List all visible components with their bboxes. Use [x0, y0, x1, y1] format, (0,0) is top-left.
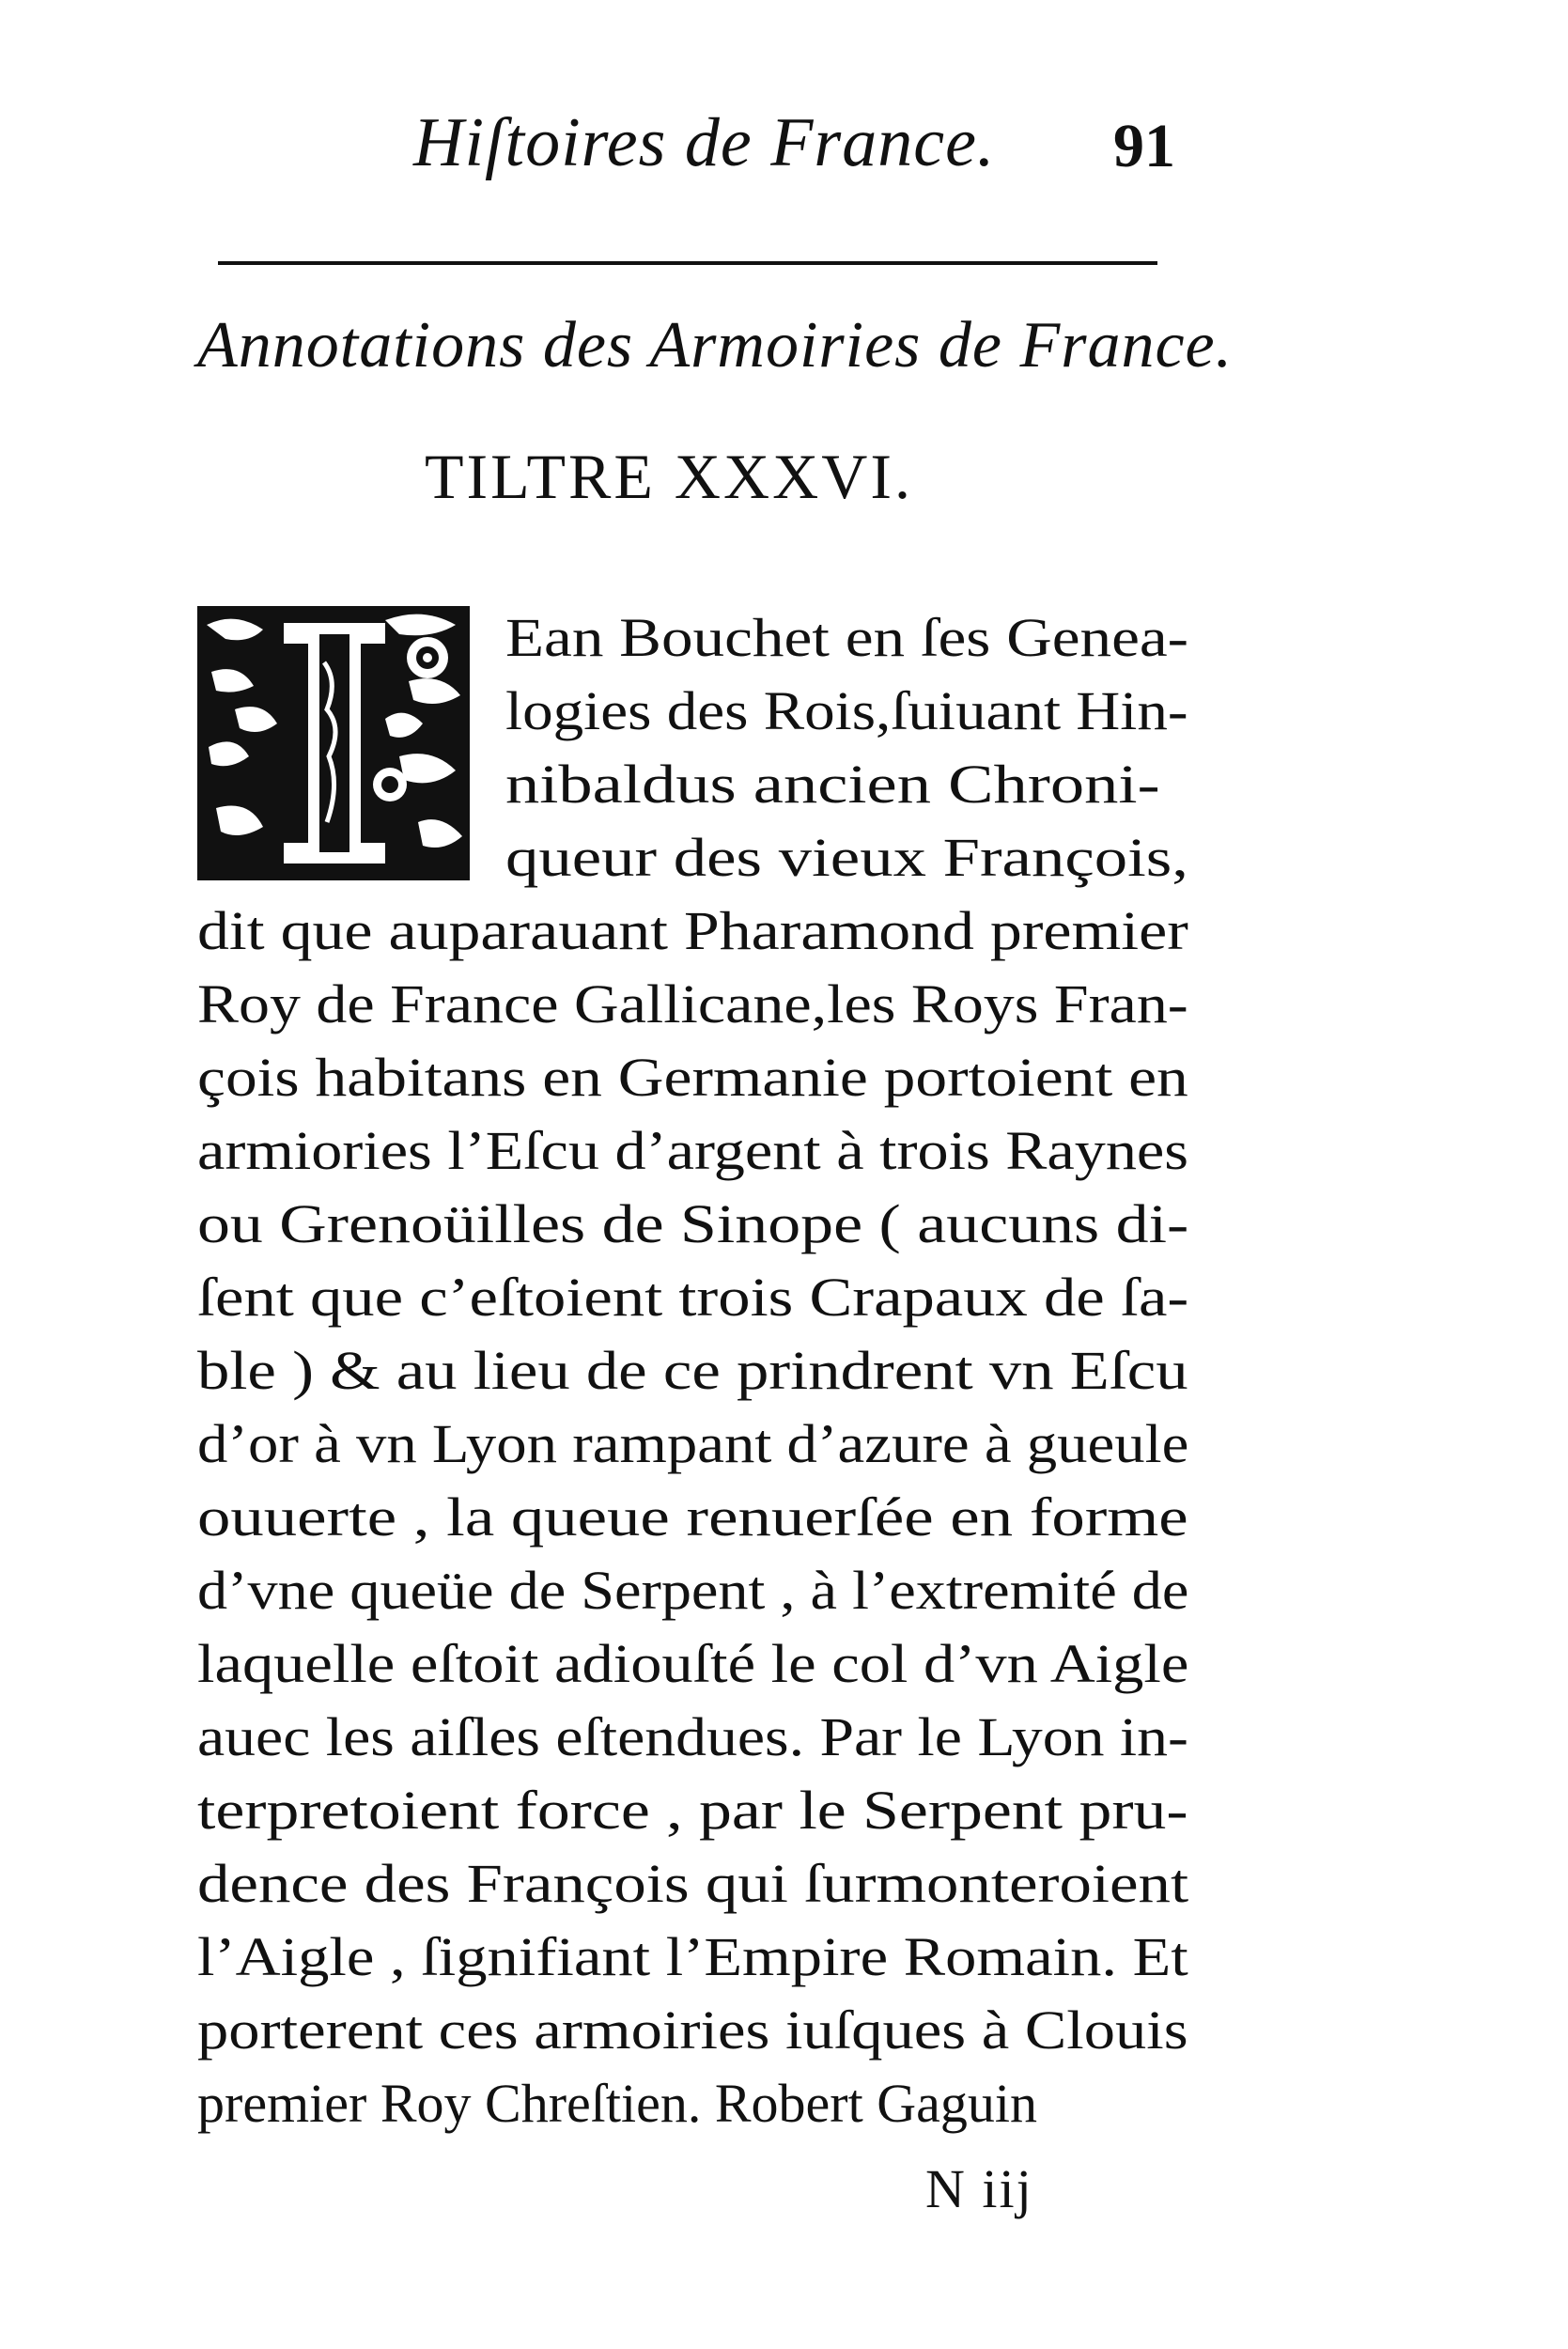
body-line-5: dit que auparauant Pharamond premier: [197, 900, 1188, 961]
body-line-6: Roy de France Gallicane,les Roys Fran-: [197, 973, 1188, 1034]
body-line-11: ble ) & au lieu de ce prindrent vn Eſcu: [197, 1340, 1188, 1401]
body-line-4: queur des vieux François,: [505, 827, 1188, 888]
signature-mark: N iij: [925, 2158, 1033, 2219]
body-line-15: laquelle eſtoit adiouſté le col d’vn Aigle: [197, 1633, 1189, 1694]
body-line-16: auec les aiſles eſtendues. Par le Lyon in-: [197, 1706, 1188, 1767]
body-line-2: logies des Rois,ſuiuant Hin-: [505, 680, 1188, 741]
body-line-10: ſent que c’eſtoient trois Crapaux de ſa-: [197, 1267, 1189, 1328]
running-head: Hiſtoires de France.: [413, 104, 996, 181]
body-line-18: dence des François qui ſurmonteroient: [197, 1853, 1189, 1914]
section-title: Annotations des Armoiries de France.: [197, 309, 1234, 381]
body-line-3: nibaldus ancien Chroni-: [505, 754, 1160, 815]
dropcap-letter: [197, 606, 470, 880]
body-line-13: ouuerte , la queue renuerſée en forme: [197, 1486, 1188, 1548]
header-rule: [218, 261, 1157, 265]
body-line-19: l’Aigle , ſignifiant l’Empire Romain. Et: [197, 1926, 1188, 1987]
body-line-8: armiories l’Eſcu d’argent à trois Raynes: [197, 1120, 1188, 1181]
body-line-20: porterent ces armoiries iuſques à Clouis: [197, 1999, 1188, 2061]
body-line-7: çois habitans en Germanie portoient en: [197, 1047, 1188, 1108]
body-line-14: d’vne queüe de Serpent , à l’extremité de: [197, 1560, 1189, 1621]
section-subtitle: TILTRE XXXVI.: [425, 441, 913, 512]
page-number: 91: [1113, 112, 1175, 180]
woodcut-initial-icon: [197, 606, 470, 880]
body-line-17: terpretoient force , par le Serpent pru-: [197, 1780, 1188, 1841]
body-line-9: ou Grenoüilles de Sinope ( aucuns di-: [197, 1193, 1189, 1254]
body-line-12: d’or à vn Lyon rampant d’azure à gueule: [197, 1413, 1189, 1474]
body-line-21: premier Roy Chreſtien. Robert Gaguin: [197, 2073, 1037, 2134]
body-line-1: Ean Bouchet en ſes Genea-: [505, 607, 1189, 668]
